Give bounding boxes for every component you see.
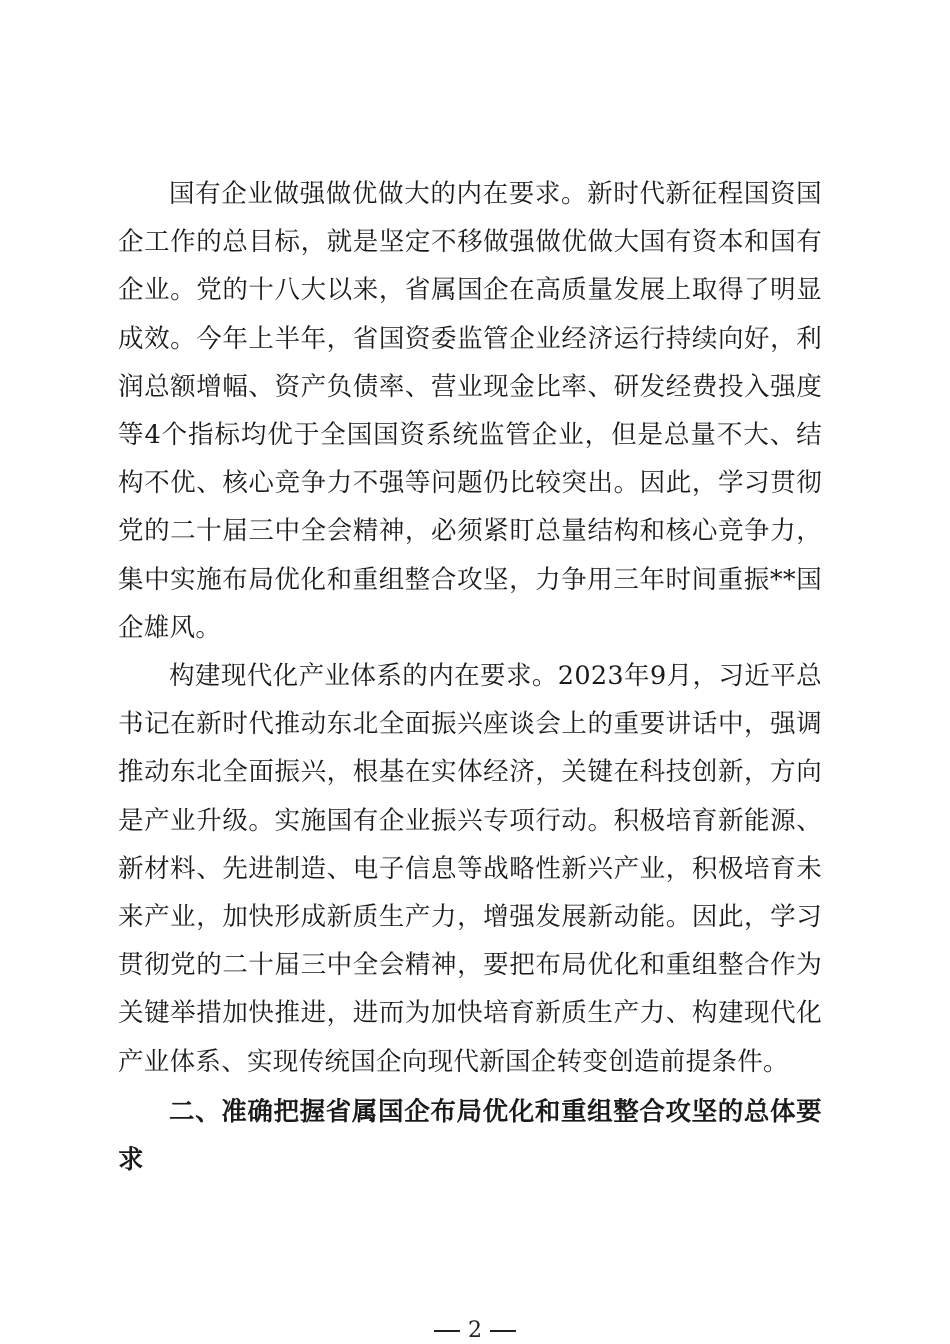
document-body xyxy=(118,170,822,1184)
page-footer xyxy=(0,1318,950,1344)
section-heading: 二、准确把握省属国企布局优化和重组整合攻坚的总体要求 xyxy=(118,1096,822,1176)
footer-dash-right xyxy=(490,1330,516,1332)
page-number: 2 xyxy=(468,1318,482,1343)
paragraph-industrial-system: 构建现代化产业体系的内在要求。2023年9月，习近平总书记在新时代推动东北全面振兴座谈会上的重要讲话中，强调推动东北全面振兴，根基在实体经济，关键在科技创新，方向是产业升级。实施国有企业振兴专项行动。积极培育新能源、新材料、先进制造、电子信息等战略性新兴产业，积极培育未来产业，加快形成新质生产力，增强发展新动能。因此，学习贯彻党的二十届三中全会精神，要把布局优化和重组整合作为关键举措加快推进，进而为加快培育新质生产力、构建现代化产业体系、实现传统国企向现代新国企转变创造前提条件。 xyxy=(118,661,822,1077)
footer-dash-left xyxy=(434,1330,460,1332)
paragraph-soe-requirements: 国有企业做强做优做大的内在要求。新时代新征程国资国企工作的总目标，就是坚定不移做强做优做大国有资本和国有企业。党的十八大以来，省属国企在高质量发展上取得了明显成效。今年上半年，省国资委监管企业经济运行持续向好，利润总额增幅、资产负债率、营业现金比率、研发经费投入强度等4个指标均优于全国国资系统监管企业，但是总量不大、结构不优、核心竞争力不强等问题仍比较突出。因此，学习贯彻党的二十届三中全会精神，必须紧盯总量结构和核心竞争力，集中实施布局优化和重组整合攻坚，力争用三年时间重振**国企雄风。 xyxy=(118,179,822,643)
